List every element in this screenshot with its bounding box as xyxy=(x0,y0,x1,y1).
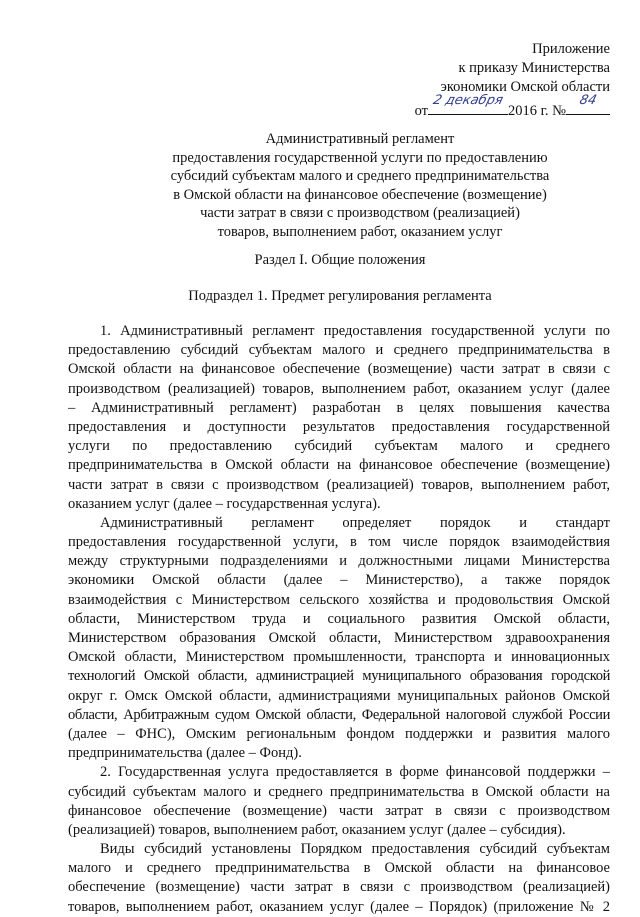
paragraph-2-line: (далее – ФНС), Омским региональным фондом поддержки и развития малого xyxy=(68,725,610,742)
paragraph-4-line: Виды субсидий установлены Порядком предоставления субсидий субъектам xyxy=(100,841,610,858)
appendix-header xyxy=(415,40,610,121)
paragraph-4-line: малого и среднего предпринимательства в Омской области на финансовое xyxy=(68,860,610,877)
paragraph-3-line: финансовое обеспечение (возмещение) части затрат в связи с производством xyxy=(68,802,610,819)
paragraph-2-line: Административный регламент определяет порядок и стандарт xyxy=(100,514,610,531)
paragraph-1-line: части затрат в связи с производством (реализацией) товаров, выполнением работ, xyxy=(68,476,610,493)
regulation-title xyxy=(100,130,620,241)
paragraph-2-line: области, Министерством труда и социального развития Омской области, xyxy=(68,610,610,627)
title-line: товаров, выполнением работ, оказанием услуг xyxy=(217,223,503,240)
paragraph-1-line: производством (реализацией) товаров, выполнением работ, оказанием услуг (далее xyxy=(68,380,610,397)
paragraph-2-line: предпринимательства (далее – Фонд). xyxy=(68,745,302,762)
section-heading: Раздел I. Общие положения xyxy=(254,252,426,268)
paragraph-1-line: – Административный регламент) разработан в целях повышения качества xyxy=(68,399,610,416)
paragraph-2-line: технологий Омской области, администрацией муниципального образования городской xyxy=(68,668,610,685)
body-text xyxy=(68,322,610,917)
order-number-blank xyxy=(566,93,610,115)
title-line: части затрат в связи с производством (реализацией) xyxy=(200,205,520,221)
order-prefix: от xyxy=(414,103,428,119)
paragraph-2-line: между структурными подразделениями и должностными лицами Министерства xyxy=(68,553,610,570)
paragraph-2-line: округ г. Омск Омской области, администрациями муниципальных районов Омской xyxy=(68,687,610,704)
title-line: Административный регламент xyxy=(265,131,455,147)
appendix-order-ref: к приказу Министерства xyxy=(458,60,610,76)
paragraph-1-line: услуги по предоставлению субсидий субъектам малого и среднего xyxy=(68,438,610,455)
handwritten-number: 84 xyxy=(577,93,599,108)
title-line: в Омской области на финансовое обеспечение (возмещение) xyxy=(173,186,547,203)
paragraph-3-line: 2. Государственная услуга предоставляется в форме финансовой поддержки – xyxy=(100,764,610,781)
paragraph-4-line: обеспечение (возмещение) части затрат в связи с производством (реализацией) xyxy=(68,879,610,896)
appendix-ministry: экономики Омской области xyxy=(440,79,610,95)
paragraph-1-line: предпринимательства в Омской области на финансовое обеспечение (возмещение) xyxy=(68,457,610,474)
paragraph-1-line: 1. Административный регламент предоставления государственной услуги по xyxy=(100,323,610,339)
order-year: 2016 г. № xyxy=(507,103,566,119)
paragraph-1-line: Омской области на финансовое обеспечение (возмещение) части затрат в связи с xyxy=(68,361,610,378)
handwritten-date: 2 декабря xyxy=(431,93,505,108)
paragraph-4-line: товаров, выполнением работ, оказанием услуг (далее – Порядок) (приложение № 2 xyxy=(68,898,610,915)
subsection-heading: Подраздел 1. Предмет регулирования регламента xyxy=(188,288,492,304)
appendix-label: Приложение xyxy=(532,41,610,57)
order-date-line xyxy=(414,93,610,121)
paragraph-1-line: оказанием услуг (далее – государственная услуга). xyxy=(68,495,381,512)
paragraph-2-line: Министерством образования Омской области, Министерством здравоохранения xyxy=(68,630,610,646)
paragraph-1-line: предоставлению субсидий субъектам малого и среднего предпринимательства в xyxy=(68,342,610,359)
paragraph-1-line: предоставления и доступности результатов предоставления государственной xyxy=(68,418,610,435)
paragraph-2-line: предоставления государственной услуги, в том числе порядок взаимодействия xyxy=(68,534,610,551)
paragraph-2-line: взаимодействия с Министерством сельского хозяйства и продовольствия Омской xyxy=(68,591,610,608)
paragraph-3-line: субсидий субъектам малого и среднего предпринимательства в Омской области на xyxy=(68,783,610,800)
paragraph-3-line: (реализацией) товаров, выполнением работ, оказанием услуг (далее – субсидия). xyxy=(68,821,566,838)
order-date-blank xyxy=(428,93,508,115)
paragraph-2-line: Омской области, Министерством промышленности, транспорта и инновационных xyxy=(68,649,610,666)
paragraph-2-line: области, Арбитражным судом Омской области, Федеральной налоговой службой России xyxy=(68,706,610,723)
title-line: субсидий субъектам малого и среднего предпринимательства xyxy=(170,168,550,184)
title-line: предоставления государственной услуги по предоставлению xyxy=(172,149,548,166)
paragraph-2-line: экономики Омской области (далее – Министерство), а также порядок xyxy=(68,572,610,589)
